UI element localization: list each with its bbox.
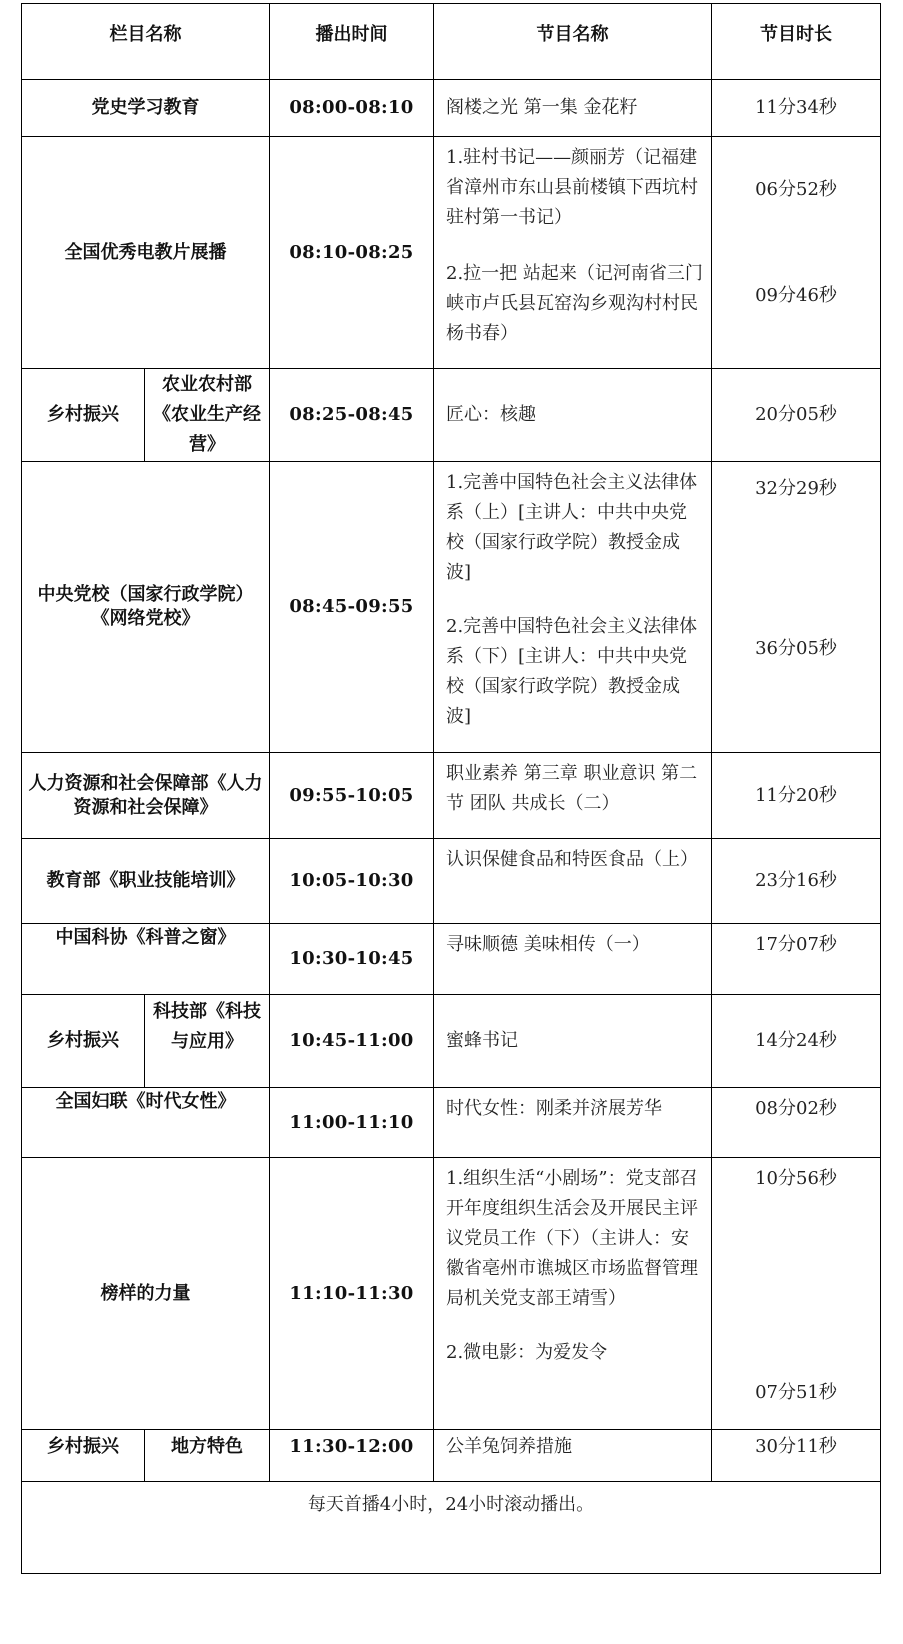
- duration-cell: [712, 1158, 881, 1430]
- table-row: [22, 462, 881, 753]
- program-name: 1.组织生活“小剧场”：党支部召开年度组织生活会及开展民主评议党员工作（下）（主讲人：安徽省亳州市谯城区市场监督管理局机关党支部王靖雪）: [446, 1168, 698, 1309]
- column-name: 榜样的力量: [22, 1158, 270, 1430]
- air-time: 08:00-08:10: [270, 80, 434, 137]
- duration: 17分07秒: [712, 924, 881, 995]
- sub-column-name: 农业农村部《农业生产经营》: [145, 369, 270, 462]
- air-time: 09:55-10:05: [270, 753, 434, 839]
- column-name: 中国科协《科普之窗》: [22, 924, 270, 995]
- program-name: 2.完善中国特色社会主义法律体系（下）[主讲人：中共中央党校（国家行政学院）教授金成波]: [446, 616, 698, 727]
- table-row: [22, 753, 881, 839]
- duration: 30分11秒: [712, 1430, 881, 1482]
- program-name: 认识保健食品和特医食品（上）: [434, 839, 712, 924]
- duration-cell: [712, 462, 881, 753]
- duration: 07分51秒: [755, 1382, 837, 1403]
- column-name: 乡村振兴: [22, 369, 145, 462]
- footer-note: 每天首播4小时，24小时滚动播出。: [22, 1482, 881, 1574]
- program-name: 1.完善中国特色社会主义法律体系（上）[主讲人：中共中央党校（国家行政学院）教授金成波]: [446, 472, 698, 583]
- air-time: 10:45-11:00: [270, 995, 434, 1088]
- column-name: 人力资源和社会保障部《人力资源和社会保障》: [22, 753, 270, 839]
- duration: 11分20秒: [712, 753, 881, 839]
- column-name: 中央党校（国家行政学院）《网络党校》: [22, 462, 270, 753]
- air-time: 08:10-08:25: [270, 137, 434, 369]
- table-row: [22, 369, 881, 462]
- air-time: 11:00-11:10: [270, 1088, 434, 1158]
- program-name: 匠心：核趣: [434, 369, 712, 462]
- program-name: 时代女性：刚柔并济展芳华: [434, 1088, 712, 1158]
- table-row: [22, 924, 881, 995]
- program-name: 1.驻村书记——颜丽芳（记福建省漳州市东山县前楼镇下西坑村驻村第一书记）: [446, 147, 698, 228]
- program-name: 2.微电影：为爱发令: [446, 1342, 608, 1363]
- table-row: [22, 80, 881, 137]
- air-time: 08:45-09:55: [270, 462, 434, 753]
- table-row: [22, 1158, 881, 1430]
- header-column: 栏目名称: [22, 4, 270, 80]
- duration-cell: [712, 137, 881, 369]
- program-name: 蜜蜂书记: [434, 995, 712, 1088]
- duration: 08分02秒: [712, 1088, 881, 1158]
- duration: 09分46秒: [755, 285, 837, 306]
- sub-column-name: 科技部《科技与应用》: [145, 995, 270, 1088]
- duration: 23分16秒: [712, 839, 881, 924]
- table-row: [22, 137, 881, 369]
- program-name: 公羊兔饲养措施: [434, 1430, 712, 1482]
- program-name: 阁楼之光 第一集 金花籽: [434, 80, 712, 137]
- header-row: [22, 4, 881, 80]
- duration: 32分29秒: [755, 478, 837, 499]
- column-name: 全国优秀电教片展播: [22, 137, 270, 369]
- schedule-table: [21, 3, 881, 1574]
- column-name: 乡村振兴: [22, 995, 145, 1088]
- air-time: 11:10-11:30: [270, 1158, 434, 1430]
- header-program: 节目名称: [434, 4, 712, 80]
- duration: 14分24秒: [712, 995, 881, 1088]
- program-cell: [434, 137, 712, 369]
- duration: 10分56秒: [755, 1168, 837, 1189]
- column-name: 教育部《职业技能培训》: [22, 839, 270, 924]
- program-cell: [434, 1158, 712, 1430]
- duration: 36分05秒: [755, 638, 837, 659]
- footer-row: [22, 1482, 881, 1574]
- air-time: 10:05-10:30: [270, 839, 434, 924]
- air-time: 10:30-10:45: [270, 924, 434, 995]
- table-row: [22, 839, 881, 924]
- program-name: 职业素养 第三章 职业意识 第二节 团队 共成长（二）: [434, 753, 712, 839]
- column-name: 全国妇联《时代女性》: [22, 1088, 270, 1158]
- program-name: 2.拉一把 站起来（记河南省三门峡市卢氏县瓦窑沟乡观沟村村民杨书春）: [446, 263, 703, 344]
- table-row: [22, 995, 881, 1088]
- column-name: 乡村振兴: [22, 1430, 145, 1482]
- program-cell: [434, 462, 712, 753]
- duration: 06分52秒: [755, 179, 837, 200]
- duration: 20分05秒: [712, 369, 881, 462]
- header-time: 播出时间: [270, 4, 434, 80]
- table-row: [22, 1430, 881, 1482]
- program-name: 寻味顺德 美味相传（一）: [434, 924, 712, 995]
- header-duration: 节目时长: [712, 4, 881, 80]
- air-time: 08:25-08:45: [270, 369, 434, 462]
- duration: 11分34秒: [712, 80, 881, 137]
- air-time: 11:30-12:00: [270, 1430, 434, 1482]
- sub-column-name: 地方特色: [145, 1430, 270, 1482]
- table-row: [22, 1088, 881, 1158]
- column-name: 党史学习教育: [22, 80, 270, 137]
